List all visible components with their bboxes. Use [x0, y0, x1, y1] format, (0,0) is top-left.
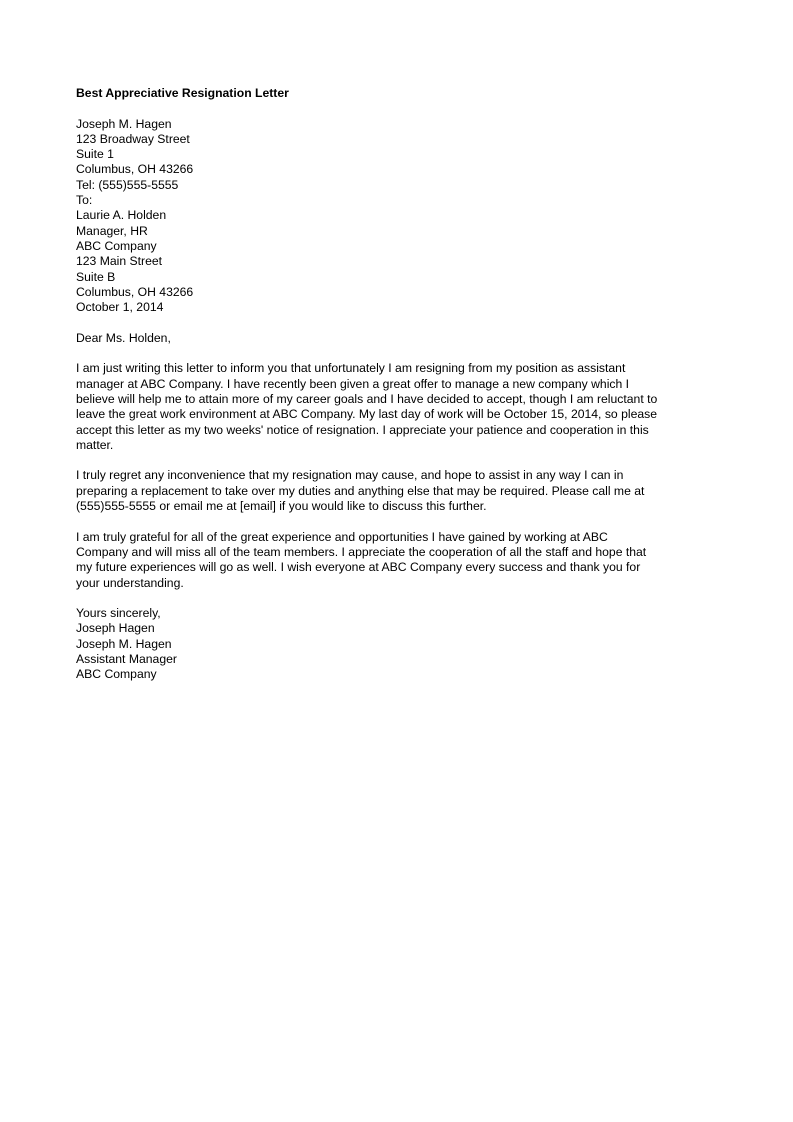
letter-title: Best Appreciative Resignation Letter [76, 86, 289, 100]
closing-block [76, 606, 706, 682]
paragraph-line: matter. [76, 437, 114, 452]
letter-page [76, 86, 706, 683]
sender-line: Joseph M. Hagen [76, 116, 172, 131]
sender-address [76, 117, 706, 209]
to-label: To: [76, 193, 93, 208]
closing-line: Yours sincerely, [76, 606, 161, 621]
paragraph-line: my future experiences will go as well. I wish everyone at ABC Company every success and thank you for [76, 560, 641, 575]
paragraph-line: I am truly grateful for all of the great experience and opportunities I have gained by working at ABC [76, 529, 608, 544]
paragraph-line: preparing a replacement to take over my duties and anything else that may be required. Please call me at [76, 483, 645, 498]
paragraph-line: Company and will miss all of the team members. I appreciate the cooperation of all the staff and hope that [76, 544, 647, 559]
paragraph-line: accept this letter as my two weeks' notice of resignation. I appreciate your patience and cooperation in this [76, 422, 649, 437]
printed-name: Joseph M. Hagen [76, 636, 172, 651]
salutation: Dear Ms. Holden, [76, 330, 171, 345]
recipient-line: ABC Company [76, 238, 157, 253]
job-title: Assistant Manager [76, 651, 177, 666]
body-paragraph-3 [76, 530, 706, 591]
paragraph-line: leave the great work environment at ABC Company. My last day of work will be October 15, 2014, so please [76, 407, 657, 422]
sender-line: Tel: (555)555-5555 [76, 177, 179, 192]
recipient-line: Columbus, OH 43266 [76, 284, 194, 299]
signature-name: Joseph Hagen [76, 621, 155, 636]
recipient-line: 123 Main Street [76, 254, 163, 269]
paragraph-line: believe will help me to attain more of my career goals and I have decided to accept, though I am reluctant to [76, 391, 658, 406]
company-name: ABC Company [76, 667, 157, 682]
recipient-line: Manager, HR [76, 223, 148, 238]
paragraph-line: (555)555-5555 or email me at [email] if you would like to discuss this further. [76, 499, 487, 514]
paragraph-line: I truly regret any inconvenience that my resignation may cause, and hope to assist in any way I can in [76, 468, 624, 483]
body-paragraph-1 [76, 361, 706, 453]
recipient-address [76, 208, 706, 315]
paragraph-line: manager at ABC Company. I have recently been given a great offer to manage a new company which I [76, 376, 630, 391]
sender-line: 123 Broadway Street [76, 131, 190, 146]
letter-date: October 1, 2014 [76, 300, 164, 315]
recipient-line: Suite B [76, 269, 116, 284]
sender-line: Columbus, OH 43266 [76, 162, 194, 177]
recipient-line: Laurie A. Holden [76, 208, 167, 223]
paragraph-line: your understanding. [76, 575, 184, 590]
body-paragraph-2 [76, 468, 706, 514]
paragraph-line: I am just writing this letter to inform you that unfortunately I am resigning from my position as assistant [76, 361, 626, 376]
sender-line: Suite 1 [76, 147, 114, 162]
